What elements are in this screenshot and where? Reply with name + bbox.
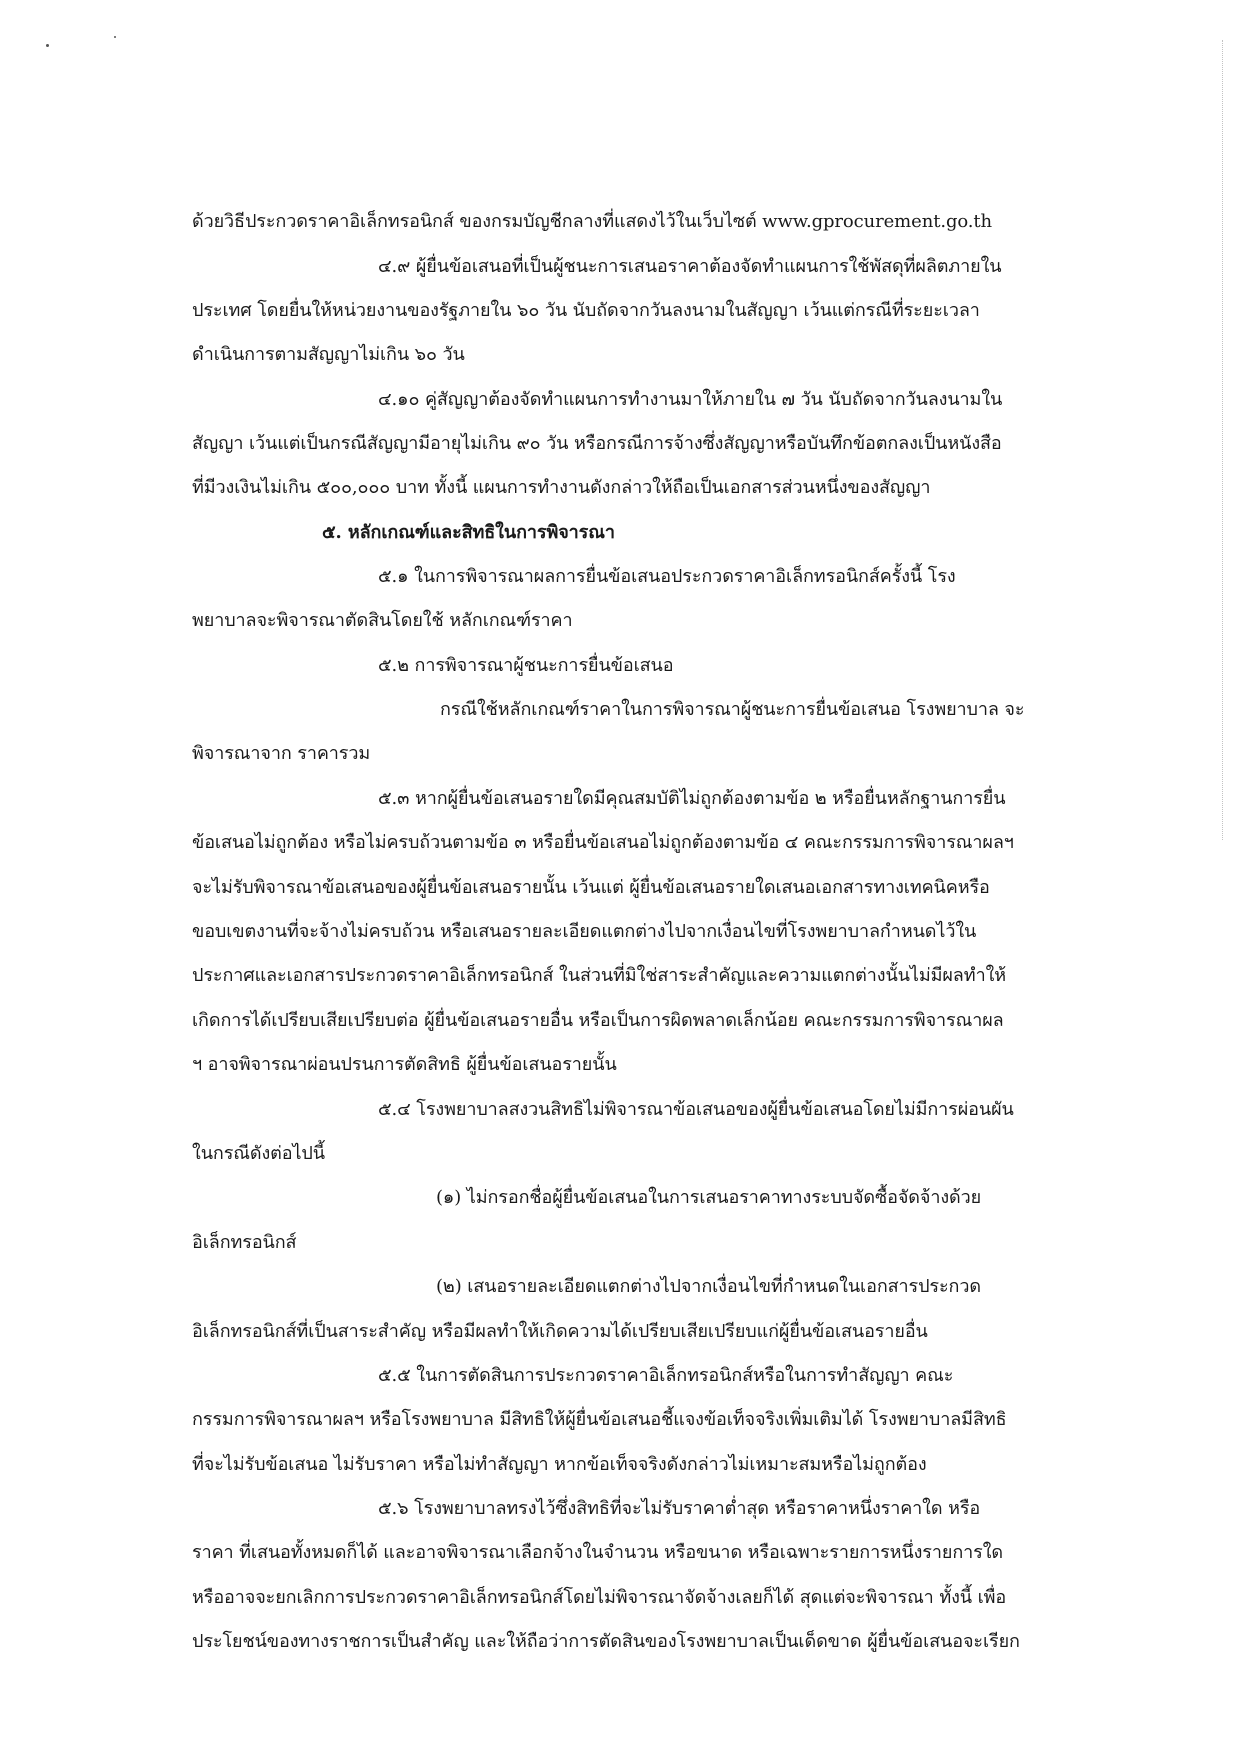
text-line: ราคา ที่เสนอทั้งหมดก็ได้ และอาจพิจารณาเลือกจ้างในจำนวน หรือขนาด หรือเฉพาะรายการหนึ่งรายการใด: [192, 1542, 1003, 1563]
text-line: ๔.๑๐ คู่สัญญาต้องจัดทำแผนการทำงานมาให้ภายใน ๗ วัน นับถัดจากวันลงนามใน: [378, 389, 1003, 410]
scan-speck: [114, 36, 116, 38]
text-line: เกิดการได้เปรียบเสียเปรียบต่อ ผู้ยื่นข้อเสนอรายอื่น หรือเป็นการผิดพลาดเล็กน้อย คณะกรรมการพิจารณาผล: [192, 1010, 1004, 1031]
text-line: (๒) เสนอรายละเอียดแตกต่างไปจากเงื่อนไขที่กำหนดในเอกสารประกวด: [436, 1276, 981, 1297]
text-line: ดำเนินการตามสัญญาไม่เกิน ๖๐ วัน: [192, 344, 465, 365]
text-line: กรรมการพิจารณาผลฯ หรือโรงพยาบาล มีสิทธิให้ผู้ยื่นข้อเสนอชี้แจงข้อเท็จจริงเพิ่มเติมได้ โรงพยาบาลมีสิทธิ: [192, 1409, 1007, 1430]
text-line: ที่จะไม่รับข้อเสนอ ไม่รับราคา หรือไม่ทำสัญญา หากข้อเท็จจริงดังกล่าวไม่เหมาะสมหรือไม่ถูกต้อง: [192, 1454, 927, 1475]
text-line: ประโยชน์ของทางราชการเป็นสำคัญ และให้ถือว่าการตัดสินของโรงพยาบาลเป็นเด็ดขาด ผู้ยื่นข้อเสนอจะเรียก: [192, 1631, 1020, 1652]
text-line: ขอบเขตงานที่จะจ้างไม่ครบถ้วน หรือเสนอรายละเอียดแตกต่างไปจากเงื่อนไขที่โรงพยาบาลกำหนดไว้ใน: [192, 921, 977, 942]
text-line: ๕.๑ ในการพิจารณาผลการยื่นข้อเสนอประกวดราคาอิเล็กทรอนิกส์ครั้งนี้ โรง: [378, 566, 956, 587]
text-line: ๕.๒ การพิจารณาผู้ชนะการยื่นข้อเสนอ: [378, 655, 674, 676]
text-line: ๕.๖ โรงพยาบาลทรงไว้ซึ่งสิทธิที่จะไม่รับราคาต่ำสุด หรือราคาหนึ่งราคาใด หรือ: [378, 1498, 981, 1519]
section-heading: ๕. หลักเกณฑ์และสิทธิในการพิจารณา: [322, 522, 615, 543]
text-line: สัญญา เว้นแต่เป็นกรณีสัญญามีอายุไม่เกิน ๙๐ วัน หรือกรณีการจ้างซึ่งสัญญาหรือบันทึกข้อตกลงเป็นหนังสือ: [192, 433, 1002, 454]
text-line: ฯ อาจพิจารณาผ่อนปรนการตัดสิทธิ ผู้ยื่นข้อเสนอรายนั้น: [192, 1054, 617, 1075]
text-line: จะไม่รับพิจารณาข้อเสนอของผู้ยื่นข้อเสนอรายนั้น เว้นแต่ ผู้ยื่นข้อเสนอรายใดเสนอเอกสารทางเทคนิคหรือ: [192, 877, 990, 898]
text-line: ๕.๓ หากผู้ยื่นข้อเสนอรายใดมีคุณสมบัติไม่ถูกต้องตามข้อ ๒ หรือยื่นหลักฐานการยื่น: [378, 788, 1006, 809]
text-line: ๕.๔ โรงพยาบาลสงวนสิทธิไม่พิจารณาข้อเสนอของผู้ยื่นข้อเสนอโดยไม่มีการผ่อนผัน: [378, 1099, 1014, 1120]
text-line: ที่มีวงเงินไม่เกิน ๕๐๐,๐๐๐ บาท ทั้งนี้ แผนการทำงานดังกล่าวให้ถือเป็นเอกสารส่วนหนึ่งของสัญญา: [192, 477, 931, 498]
scan-speck: [46, 44, 49, 47]
text-line: พิจารณาจาก ราคารวม: [192, 743, 371, 764]
text-line: ประกาศและเอกสารประกวดราคาอิเล็กทรอนิกส์ ในส่วนที่มิใช่สาระสำคัญและความแตกต่างนั้นไม่มีผลทำให้: [192, 965, 1007, 986]
text-line: ในกรณีดังต่อไปนี้: [192, 1143, 325, 1164]
text-line: หรืออาจจะยกเลิกการประกวดราคาอิเล็กทรอนิกส์โดยไม่พิจารณาจัดจ้างเลยก็ได้ สุดแต่จะพิจารณา ทั้งนี้ เพื่อ: [192, 1587, 1007, 1608]
text-line: (๑) ไม่กรอกชื่อผู้ยื่นข้อเสนอในการเสนอราคาทางระบบจัดซื้อจัดจ้างด้วย: [436, 1187, 982, 1208]
text-line: ด้วยวิธีประกวดราคาอิเล็กทรอนิกส์ ของกรมบัญชีกลางที่แสดงไว้ในเว็บไซต์ www.gprocurement.go.th: [192, 211, 993, 232]
text-line: อิเล็กทรอนิกส์ที่เป็นสาระสำคัญ หรือมีผลทำให้เกิดความได้เปรียบเสียเปรียบแก่ผู้ยื่นข้อเสนอรายอื่น: [192, 1321, 928, 1342]
text-line: ๔.๙ ผู้ยื่นข้อเสนอที่เป็นผู้ชนะการเสนอราคาต้องจัดทำแผนการใช้พัสดุที่ผลิตภายใน: [378, 256, 1002, 277]
text-line: อิเล็กทรอนิกส์: [192, 1232, 297, 1253]
text-line: พยาบาลจะพิจารณาตัดสินโดยใช้ หลักเกณฑ์ราคา: [192, 610, 573, 631]
text-line: ๕.๕ ในการตัดสินการประกวดราคาอิเล็กทรอนิกส์หรือในการทำสัญญา คณะ: [378, 1365, 954, 1386]
scan-edge-artifact: [1221, 40, 1223, 840]
text-line: ข้อเสนอไม่ถูกต้อง หรือไม่ครบถ้วนตามข้อ ๓ หรือยื่นข้อเสนอไม่ถูกต้องตามข้อ ๔ คณะกรรมการพิจารณาผลฯ: [192, 832, 1014, 853]
text-line: กรณีใช้หลักเกณฑ์ราคาในการพิจารณาผู้ชนะการยื่นข้อเสนอ โรงพยาบาล จะ: [440, 699, 1025, 720]
text-line: ประเทศ โดยยื่นให้หน่วยงานของรัฐภายใน ๖๐ วัน นับถัดจากวันลงนามในสัญญา เว้นแต่กรณีที่ระยะเวลา: [192, 300, 980, 321]
